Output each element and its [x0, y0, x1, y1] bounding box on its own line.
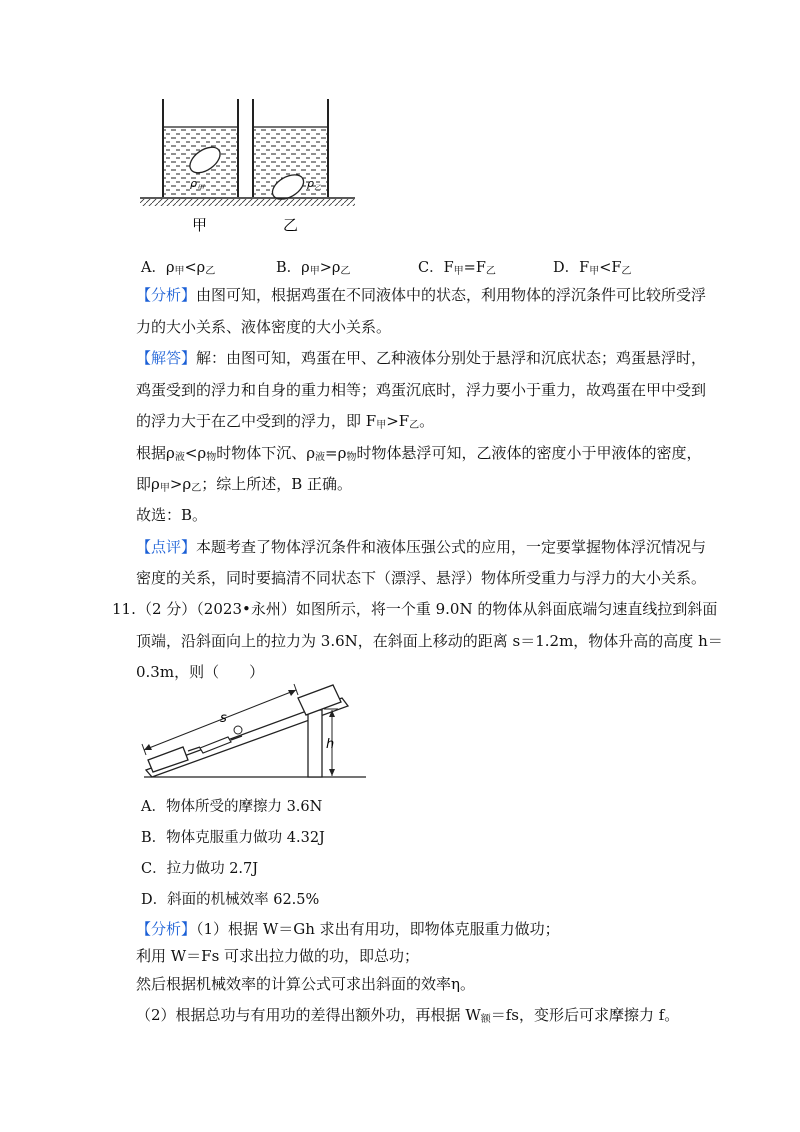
rho-right-label: $\rho_乙$ [307, 177, 321, 192]
q11-analysis-line2: 利用 W＝Fs 可求出拉力做的功，即总功； [136, 947, 420, 965]
q10-option-b: B．$\rho_甲>\rho_乙$ [276, 260, 351, 277]
q10-comment-line1: 【点评】本题考查了物体浮沉条件和液体压强公式的应用，一定要掌握物体浮沉情况与 [136, 538, 707, 556]
label-yi: 乙 [283, 216, 299, 234]
s-label: s [220, 711, 227, 726]
q11-stem-line3: 0.3m，则（ ） [136, 663, 265, 681]
q10-option-c: C．$F_甲=F_乙$ [418, 260, 496, 277]
q10-comment-line2: 密度的关系，同时要搞清不同状态下（漂浮、悬浮）物体所受重力与浮力的大小关系。 [136, 569, 707, 587]
q10-analysis-line1: 【分析】由图可知，根据鸡蛋在不同液体中的状态，利用物体的浮沉条件可比较所受浮 [136, 286, 707, 304]
q11-option-d: D．斜面的机械效率 62.5% [141, 892, 320, 908]
rho-left-label: $\rho_甲$ [190, 177, 204, 192]
beaker-figure [140, 95, 360, 240]
q11-option-b: B．物体克服重力做功 4.32J [141, 830, 325, 846]
q11-analysis-line1: 【分析】（1）根据 W＝Gh 求出有用功，即物体克服重力做功； [136, 920, 560, 938]
incline-figure [138, 680, 370, 782]
label-jia: 甲 [192, 216, 208, 234]
q10-answer-line5: 即$\rho_甲>\rho_乙$；综上所述，B 正确。 [136, 475, 353, 494]
q11-analysis-line3: 然后根据机械效率的计算公式可求出斜面的效率η。 [136, 975, 475, 993]
q10-answer-line1: 【解答】解：由图可知，鸡蛋在甲、乙种液体分别处于悬浮和沉底状态；鸡蛋悬浮时， [136, 349, 707, 367]
ground-hatch [140, 199, 355, 206]
h-label: h [326, 737, 335, 752]
q11-option-c: C．拉力做功 2.7J [141, 861, 259, 877]
q11-option-a: A．物体所受的摩擦力 3.6N [141, 799, 323, 815]
q10-answer-line4: 根据$\rho_液<\rho_物$时物体下沉、$\rho_液=\rho_物$时物体悬浮可知，乙液体的密度小于甲液体的密度， [136, 444, 702, 463]
q10-answer-line3: 的浮力大于在乙中受到的浮力，即 $F_甲>F_乙$。 [136, 412, 435, 431]
q11-stem-line2: 顶端，沿斜面向上的拉力为 3.6N，在斜面上移动的距离 s＝1.2m，物体升高的高度 h＝ [136, 632, 723, 650]
q10-analysis-line2: 力的大小关系、液体密度的大小关系。 [136, 318, 392, 336]
q11-analysis-line4: （2）根据总功与有用功的差得出额外功，再根据 $W_额=fs$，变形后可求摩擦力 f。 [136, 1006, 680, 1025]
q11-number: 11. [112, 600, 136, 618]
q10-choice: 故选：B。 [136, 506, 208, 524]
q11-stem-line1: （2 分）（2023•永州）如图所示，将一个重 9.0N 的物体从斜面底端匀速直线拉到斜面 [137, 600, 718, 618]
q10-answer-line2: 鸡蛋受到的浮力和自身的重力相等；鸡蛋沉底时，浮力要小于重力，故鸡蛋在甲中受到 [136, 381, 707, 399]
q10-option-d: D．$F_甲<F_乙$ [553, 260, 632, 277]
q10-option-a: A．$\rho_甲<\rho_乙$ [141, 260, 216, 277]
support-post [308, 710, 322, 777]
